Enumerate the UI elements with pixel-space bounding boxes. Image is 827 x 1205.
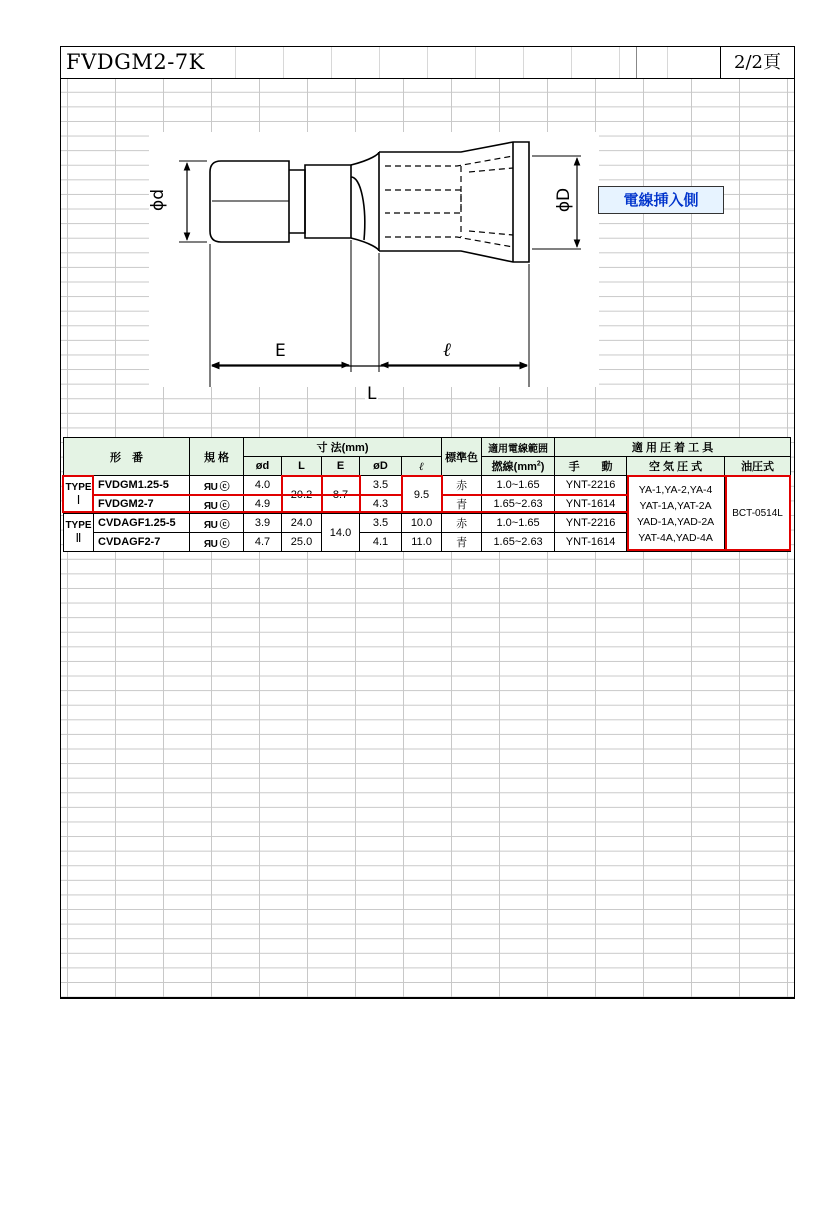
L-cell-type1: 20.2 bbox=[282, 476, 322, 514]
terminal-drawing bbox=[148, 132, 599, 404]
dimension-l-label: ℓ bbox=[443, 339, 451, 361]
spec-table-wrap bbox=[63, 437, 791, 552]
manual-tool-cell: YNT-1614 bbox=[555, 495, 627, 514]
page-number: 2/2頁 bbox=[720, 47, 794, 78]
l-cell-type1: 9.5 bbox=[402, 476, 442, 514]
manual-tool-cell: YNT-2216 bbox=[555, 514, 627, 533]
model-cell: CVDAGF1.25-5 bbox=[94, 514, 190, 533]
L-cell: 24.0 bbox=[282, 514, 322, 533]
oD-cell: 4.3 bbox=[360, 495, 402, 514]
od-cell: 3.9 bbox=[244, 514, 282, 533]
header-tools: 適 用 圧 着 工 具 bbox=[555, 438, 791, 457]
oD-cell: 3.5 bbox=[360, 476, 402, 495]
terminal-outline bbox=[210, 142, 529, 262]
l-cell: 10.0 bbox=[402, 514, 442, 533]
certification-mark: ЯU ⓒ bbox=[190, 514, 244, 533]
internal-hidden-lines bbox=[385, 156, 513, 247]
terminal-dimension-diagram bbox=[149, 132, 599, 387]
certification-mark: ЯU ⓒ bbox=[190, 476, 244, 495]
air-tool-cell: YA-1,YA-2,YA-4 YAT-1A,YAT-2A YAD-1A,YAD-2A YAT-4A,YAD-4A bbox=[627, 476, 725, 552]
manual-tool-cell: YNT-2216 bbox=[555, 476, 627, 495]
l-cell: 11.0 bbox=[402, 533, 442, 552]
spec-table bbox=[63, 437, 791, 552]
oD-cell: 3.5 bbox=[360, 514, 402, 533]
certification-mark: ЯU ⓒ bbox=[190, 495, 244, 514]
header-wire-range: 適用電線範囲 bbox=[482, 438, 555, 457]
sub-oD: øD bbox=[360, 457, 402, 476]
manual-tool-cell: YNT-1614 bbox=[555, 533, 627, 552]
color-cell: 青 bbox=[442, 533, 482, 552]
od-cell: 4.0 bbox=[244, 476, 282, 495]
certification-mark: ЯU ⓒ bbox=[190, 533, 244, 552]
L-cell: 25.0 bbox=[282, 533, 322, 552]
diameter-D-label: ϕD bbox=[554, 187, 575, 213]
sub-air: 空 気 圧 式 bbox=[627, 457, 725, 476]
dimension-L-label: L bbox=[367, 384, 377, 404]
header-dimensions: 寸 法(mm) bbox=[244, 438, 442, 457]
diameter-d-label: ϕd bbox=[148, 188, 169, 212]
table-row bbox=[64, 476, 791, 495]
od-cell: 4.9 bbox=[244, 495, 282, 514]
type-1-cell: TYPE Ⅰ bbox=[64, 476, 94, 514]
model-cell: FVDGM2-7 bbox=[94, 495, 190, 514]
wire-cell: 1.0~1.65 bbox=[482, 476, 555, 495]
sub-wire: 撚線$(mm^2)$ bbox=[482, 457, 555, 476]
wire-cell: 1.65~2.63 bbox=[482, 495, 555, 514]
wire-cell: 1.65~2.63 bbox=[482, 533, 555, 552]
oD-cell: 4.1 bbox=[360, 533, 402, 552]
overall-length-dimension bbox=[209, 352, 534, 376]
E-cell-type1: 8.7 bbox=[322, 476, 360, 514]
wire-insertion-side-badge: 電線挿入側 bbox=[598, 186, 724, 214]
header-standard: 規 格 bbox=[190, 438, 244, 476]
sub-hydraulic: 油圧式 bbox=[725, 457, 791, 476]
sub-L: L bbox=[282, 457, 322, 476]
spec-sheet bbox=[60, 46, 795, 999]
model-cell: FVDGM1.25-5 bbox=[94, 476, 190, 495]
header-model: 形 番 bbox=[64, 438, 190, 476]
model-cell: CVDAGF2-7 bbox=[94, 533, 190, 552]
wire-cell: 1.0~1.65 bbox=[482, 514, 555, 533]
color-cell: 赤 bbox=[442, 514, 482, 533]
E-cell-type2: 14.0 bbox=[322, 514, 360, 552]
dimension-E-label: E bbox=[275, 341, 286, 361]
sub-od: ød bbox=[244, 457, 282, 476]
sub-l: ℓ bbox=[402, 457, 442, 476]
od-cell: 4.7 bbox=[244, 533, 282, 552]
document-title: FVDGM2-7K bbox=[66, 50, 205, 74]
sub-E: E bbox=[322, 457, 360, 476]
header-color: 標準色 bbox=[442, 438, 482, 476]
sub-manual: 手 動 bbox=[555, 457, 627, 476]
hydraulic-tool-cell: BCT-0514L bbox=[725, 476, 791, 552]
title-bar bbox=[61, 47, 794, 79]
type-2-cell: TYPE Ⅱ bbox=[64, 514, 94, 552]
color-cell: 青 bbox=[442, 495, 482, 514]
color-cell: 赤 bbox=[442, 476, 482, 495]
